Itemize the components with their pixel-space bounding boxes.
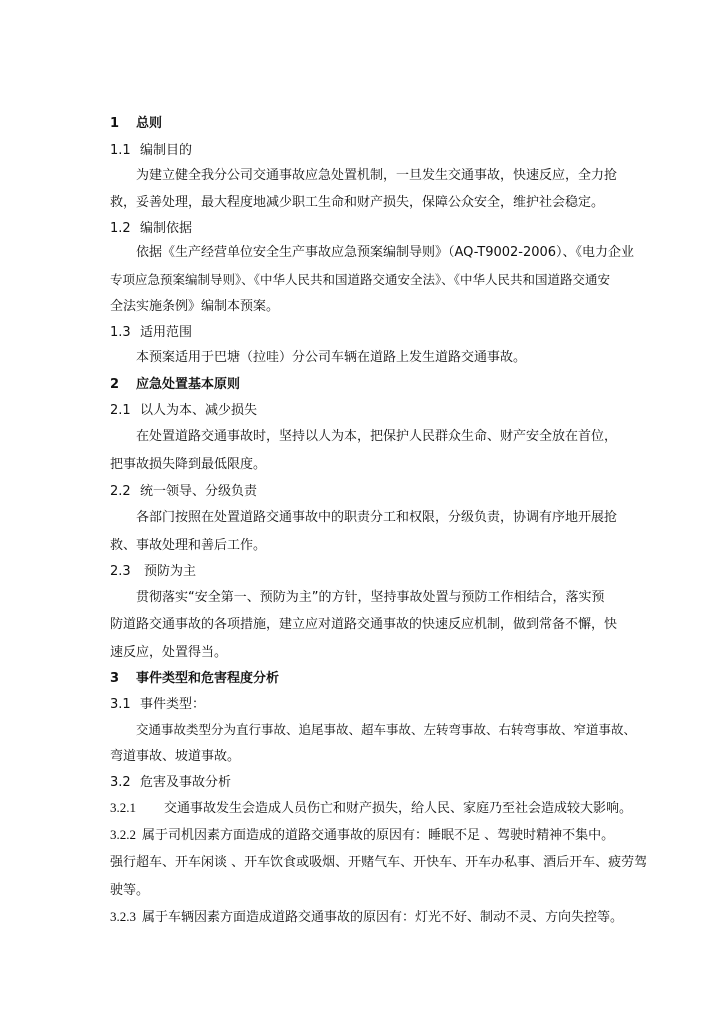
paragraph-line: 速反应，处置得当。	[110, 645, 228, 660]
paragraph-line: 依据《生产经营单位安全生产事故应急预案编制导则》（AQ-T9002-2006）、《电力企业	[136, 245, 635, 260]
paragraph-line: 救，妥善处理，最大程度地减少职工生命和财产损失，保障公众安全，维护社会稳定。	[110, 195, 605, 210]
section-1-1-heading	[110, 143, 192, 159]
paragraph-line: 本预案适用于巴塘（拉哇）分公司车辆在道路上发生道路交通事故。	[136, 350, 527, 365]
paragraph-line: 贯彻落实“安全第一、预防为主”的方针，坚持事故处置与预防工作相结合，落实预	[136, 590, 605, 605]
item-3-2-2	[110, 827, 614, 844]
section-number: 2	[110, 377, 120, 392]
section-1-heading	[110, 116, 162, 132]
section-number: 1.2	[110, 221, 131, 236]
section-1-2-heading	[110, 221, 192, 237]
section-number: 2.2	[110, 484, 131, 499]
section-title: 总则	[136, 116, 163, 131]
item-number: 3.2.3	[110, 909, 136, 924]
section-2-2-heading	[110, 484, 257, 500]
section-number: 2.1	[110, 403, 131, 418]
paragraph-line: 弯道事故、坡道事故。	[110, 749, 241, 764]
section-1-3-heading	[110, 325, 192, 341]
item-number: 3.2.2	[110, 827, 136, 842]
item-text: 属于车辆因素方面造成道路交通事故的原因有：灯光不好、制动不灵、方向失控等。	[142, 910, 624, 925]
section-title: 以人为本、减少损失	[140, 403, 258, 418]
section-number: 2.3	[110, 564, 131, 579]
section-title: 事件类型和危害程度分析	[136, 671, 280, 686]
section-number: 3.2	[110, 775, 131, 790]
section-title: 应急处置基本原则	[136, 377, 241, 392]
section-title: 事件类型：	[140, 697, 206, 712]
paragraph-line: 驶等。	[110, 883, 150, 898]
section-number: 3	[110, 671, 120, 686]
item-3-2-1	[110, 800, 632, 817]
section-title: 危害及事故分析	[140, 775, 232, 790]
paragraph-line: 为建立健全我分公司交通事故应急处置机制，一旦发生交通事故，快速反应，全力抢	[136, 168, 618, 183]
paragraph-line: 强行超车、开车闲谈 、开车饮食或吸烟、开赌气车、开快车、开车办私事、酒后开车、疲劳驾	[110, 855, 648, 870]
item-text: 交通事故发生会造成人员伤亡和财产损失，给人民、家庭乃至社会造成较大影响。	[164, 801, 633, 816]
section-3-1-heading	[110, 697, 205, 713]
item-number: 3.2.1	[110, 800, 136, 815]
section-2-3-heading	[110, 564, 196, 580]
section-title: 统一领导、分级负责	[140, 484, 258, 499]
paragraph-line: 各部门按照在处置道路交通事故中的职责分工和权限，分级负责，协调有序地开展抢	[136, 510, 618, 525]
paragraph-line: 把事故损失降到最低限度。	[110, 457, 267, 472]
section-number: 3.1	[110, 697, 131, 712]
section-title: 编制依据	[140, 221, 193, 236]
item-text: 属于司机因素方面造成的道路交通事故的原因有：睡眠不足 、驾驶时精神不集中。	[142, 828, 615, 843]
paragraph-line: 全法实施条例》编制本预案。	[110, 299, 280, 314]
paragraph-line: 交通事故类型分为直行事故、追尾事故、超车事故、左转弯事故、右转弯事故、窄道事故、	[136, 722, 637, 737]
item-3-2-3	[110, 909, 623, 926]
paragraph-line: 专项应急预案编制导则》、《中华人民共和国道路交通安全法》、《中华人民共和国道路交通安	[110, 272, 611, 287]
section-title: 适用范围	[140, 325, 193, 340]
section-title: 编制目的	[140, 143, 193, 158]
section-2-1-heading	[110, 403, 257, 419]
section-3-2-heading	[110, 775, 231, 791]
section-number: 1	[110, 116, 120, 131]
paragraph-line: 救、事故处理和善后工作。	[110, 538, 267, 553]
section-number: 1.3	[110, 325, 131, 340]
paragraph-line: 防道路交通事故的各项措施，建立应对道路交通事故的快速反应机制，做到常备不懈，快	[110, 617, 618, 632]
paragraph-line: 在处置道路交通事故时，坚持以人为本，把保护人民群众生命、财产安全放在首位，	[136, 429, 618, 444]
section-title: 预防为主	[144, 564, 197, 579]
section-2-heading	[110, 377, 240, 393]
section-3-heading	[110, 671, 279, 687]
section-number: 1.1	[110, 143, 131, 158]
